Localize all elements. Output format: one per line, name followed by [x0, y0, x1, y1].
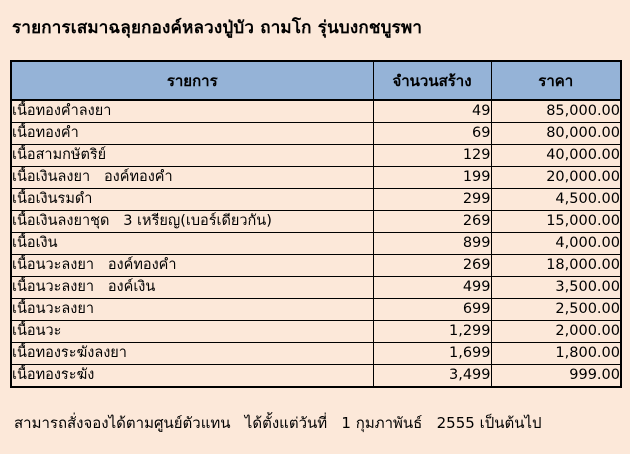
- column-header-item: รายการ: [11, 61, 373, 100]
- item-cell: เนื้อเงินลงยาชุด 3 เหรียญ(เบอร์เดียวกัน): [11, 211, 373, 233]
- price-cell: 999.00: [491, 365, 621, 388]
- price-cell: 1,800.00: [491, 343, 621, 365]
- quantity-cell: 269: [373, 211, 491, 233]
- price-table: [10, 60, 622, 388]
- price-cell: 20,000.00: [491, 167, 621, 189]
- quantity-cell: 499: [373, 277, 491, 299]
- quantity-cell: 3,499: [373, 365, 491, 388]
- page-title: รายการเสมาฉลุยกองค์หลวงปู่บัว ถามโก รุ่นบงกชบูรพา: [12, 18, 423, 38]
- price-cell: 40,000.00: [491, 145, 621, 167]
- price-cell: 3,500.00: [491, 277, 621, 299]
- table-row: [11, 100, 621, 123]
- item-cell: เนื้อเงินลงยา องค์ทองคำ: [11, 167, 373, 189]
- price-cell: 15,000.00: [491, 211, 621, 233]
- column-header-price: ราคา: [491, 61, 621, 100]
- price-cell: 80,000.00: [491, 123, 621, 145]
- quantity-cell: 899: [373, 233, 491, 255]
- column-header-quantity: จำนวนสร้าง: [373, 61, 491, 100]
- quantity-cell: 1,699: [373, 343, 491, 365]
- item-cell: เนื้อนวะ: [11, 321, 373, 343]
- quantity-cell: 129: [373, 145, 491, 167]
- table-row: [11, 255, 621, 277]
- item-cell: เนื้อนวะลงยา องค์ทองคำ: [11, 255, 373, 277]
- table-row: [11, 321, 621, 343]
- table-row: [11, 365, 621, 388]
- item-cell: เนื้อทองระฆังลงยา: [11, 343, 373, 365]
- item-cell: เนื้อทองระฆัง: [11, 365, 373, 388]
- table-row: [11, 233, 621, 255]
- table-row: [11, 343, 621, 365]
- table-row: [11, 299, 621, 321]
- table-row: [11, 277, 621, 299]
- price-cell: 85,000.00: [491, 100, 621, 123]
- quantity-cell: 269: [373, 255, 491, 277]
- quantity-cell: 199: [373, 167, 491, 189]
- price-cell: 4,500.00: [491, 189, 621, 211]
- quantity-cell: 69: [373, 123, 491, 145]
- quantity-cell: 299: [373, 189, 491, 211]
- item-cell: เนื้อเงิน: [11, 233, 373, 255]
- table-row: [11, 123, 621, 145]
- item-cell: เนื้อนวะลงยา: [11, 299, 373, 321]
- item-cell: เนื้อนวะลงยา องค์เงิน: [11, 277, 373, 299]
- table-row: [11, 145, 621, 167]
- footer-note: สามารถสั่งจองได้ตามศูนย์ตัวแทน ได้ตั้งแต่วันที่ 1 กุมภาพันธ์ 2555 เป็นต้นไป: [14, 414, 542, 432]
- quantity-cell: 699: [373, 299, 491, 321]
- quantity-cell: 1,299: [373, 321, 491, 343]
- price-cell: 18,000.00: [491, 255, 621, 277]
- table-row: [11, 167, 621, 189]
- table-row: [11, 211, 621, 233]
- item-cell: เนื้อเงินรมดำ: [11, 189, 373, 211]
- price-cell: 2,500.00: [491, 299, 621, 321]
- item-cell: เนื้อทองคำลงยา: [11, 100, 373, 123]
- table-header-row: [11, 61, 621, 100]
- price-cell: 4,000.00: [491, 233, 621, 255]
- table-row: [11, 189, 621, 211]
- quantity-cell: 49: [373, 100, 491, 123]
- item-cell: เนื้อสามกษัตริย์: [11, 145, 373, 167]
- item-cell: เนื้อทองคำ: [11, 123, 373, 145]
- price-cell: 2,000.00: [491, 321, 621, 343]
